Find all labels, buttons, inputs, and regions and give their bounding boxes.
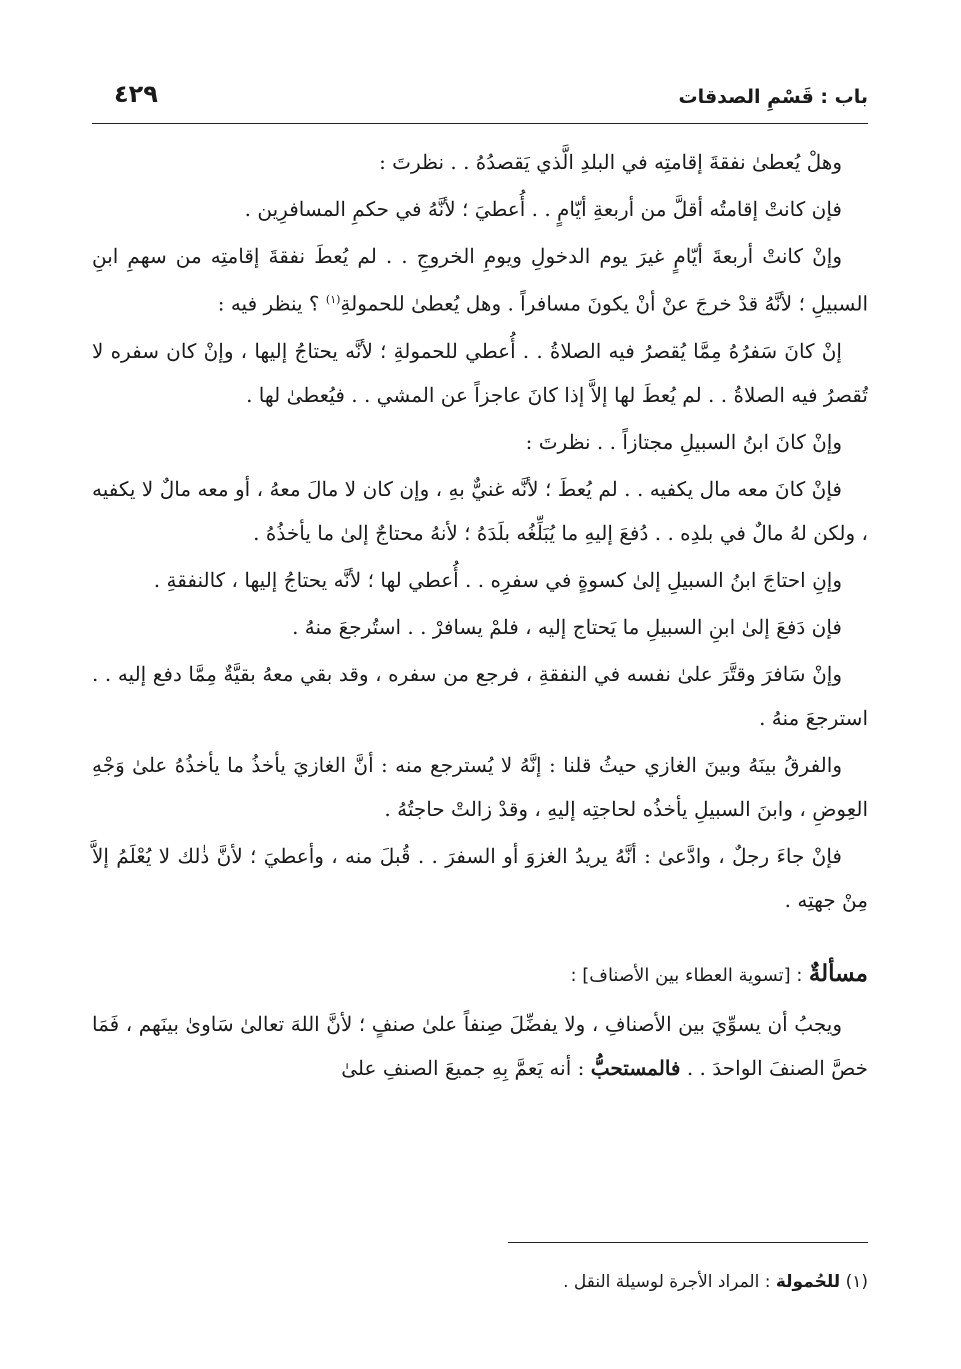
paragraph-1: وهلْ يُعطىٰ نفقةَ إقامتِه في البلدِ الَّذي يَقصدُهُ . . نظرتَ : xyxy=(379,150,842,174)
paragraph-11: فإنْ جاءَ رجلٌ ، وادَّعىٰ : أنَّهُ يريدُ الغزوَ أو السفرَ . . قُبلَ منه ، وأعطيَ ؛ لأنَّ ذٰلك لا يُعْلَمُ إلاَّ مِنْ جهتِه . xyxy=(92,843,868,912)
paragraph-12-tail: : أنه يَعمَّ بِهِ جميعَ الصنفِ علىٰ xyxy=(341,1055,585,1080)
issue-heading xyxy=(92,952,868,998)
running-header xyxy=(92,80,868,122)
issue-label: مسألةٌ xyxy=(808,959,868,987)
header-rule xyxy=(92,123,868,124)
chapter-title: باب : قَسْمِ الصدقات xyxy=(678,86,868,108)
footnote xyxy=(563,1272,868,1292)
paragraph-10: والفرقُ بينَهُ وبينَ الغازي حيثُ قلنا : إنَّهُ لا يُسترجع منه : أنَّ الغازيَ يأخذُ ما يأخذُهُ علىٰ وَجْهِ العِوضِ ، وابنَ السبيلِ يأخذُه لحاجتِه إليهِ ، وقدْ زالتْ حاجتُهُ . xyxy=(92,752,868,821)
paragraph-12-bold: فالمستحبُّ xyxy=(590,1055,681,1080)
paragraph-7: وإنِ احتاجَ ابنُ السبيلِ إلىٰ كسوةٍ في سفرِه . . أُعطي لها ؛ لأنَّه يحتاجُ إليها ، كالنفقةِ . xyxy=(153,567,842,592)
footnote-number: (١) xyxy=(845,1272,868,1292)
paragraph-3-text: وإنْ كانتْ أربعةَ أيّامٍ غيرَ يوم الدخولِ ويومِ الخروجِ . . لم يُعطَ نفقةَ إقامتِه من سهمِ ابنِ السبيلِ ؛ لأنَّهُ قدْ خرجَ عنْ أنْ يكونَ مسافراً . وهل يُعطىٰ للحمولةِ xyxy=(92,244,868,316)
paragraph-4: إنْ كانَ سَفرُهُ مِمَّا يُقصرُ فيه الصلاةُ . . أُعطي للحمولةِ ؛ لأنَّه يحتاجُ إليها ، وإنْ كان سفره لا تُقصرُ فيه الصلاةُ . . لم يُعطَ لها إلاَّ إذا كانَ عاجزاً عن المشي . . فيُعطىٰ لها . xyxy=(92,338,868,407)
paragraph-6: فإنْ كانَ معه مال يكفيه . . لم يُعطَ ؛ لأنَّه غنيٌّ بهِ ، وإن كان لا مالَ معهُ ، أو معه مالٌ لا يكفيه ، ولكن لهُ مالٌ في بلدِه . . دُفعَ إليهِ ما يُبَلِّغُه بلَدَهُ ؛ لأنهُ محتاجٌ إلىٰ ما يأخذُهُ . xyxy=(92,476,868,545)
paragraph-3-tail: ؟ ينظر فيه : xyxy=(217,291,320,316)
page-number: ٤٢٩ xyxy=(114,80,158,108)
page-body xyxy=(92,140,868,1093)
paragraph-12-text: ويجبُ أن يسوِّيَ بين الأصنافِ ، ولا يفضِّلَ صِنفاً علىٰ صنفٍ ؛ لأنَّ اللهَ تعالىٰ سَاوىٰ بينَهم ، فَمَا خصَّ الصنفَ الواحدَ . . xyxy=(92,1011,868,1080)
footnote-rule xyxy=(508,1242,868,1243)
paragraph-8: فإن دَفعَ إلىٰ ابنِ السبيلِ ما يَحتاج إليه ، فلمْ يسافرْ . . استُرجعَ منهُ . xyxy=(292,614,842,639)
footnote-ref: (١) xyxy=(325,293,341,306)
paragraph-12 xyxy=(92,1002,868,1090)
footnote-text: : المراد الأجرة لوسيلة النقل . xyxy=(563,1272,771,1292)
paragraph-9: وإنْ سَافرَ وقتَّرَ علىٰ نفسه في النفقةِ ، فرجع من سفره ، وقد بقي معهُ بقيَّةٌ مِمَّا دفع إليه . . استرجعَ منهُ . xyxy=(92,661,868,730)
paragraph-5: وإنْ كانَ ابنُ السبيلِ مجتازاً . . نظرتَ : xyxy=(525,429,842,454)
issue-title: : [تسوية العطاء بين الأصناف] : xyxy=(570,964,803,986)
paragraph-3 xyxy=(92,234,868,326)
footnote-term: للحُمولة xyxy=(775,1272,841,1292)
paragraph-2: فإن كانتْ إقامتُه أقلَّ من أربعةِ أيّامٍ . . أُعطيَ ؛ لأنَّهُ في حكمِ المسافرِين . xyxy=(244,197,842,221)
